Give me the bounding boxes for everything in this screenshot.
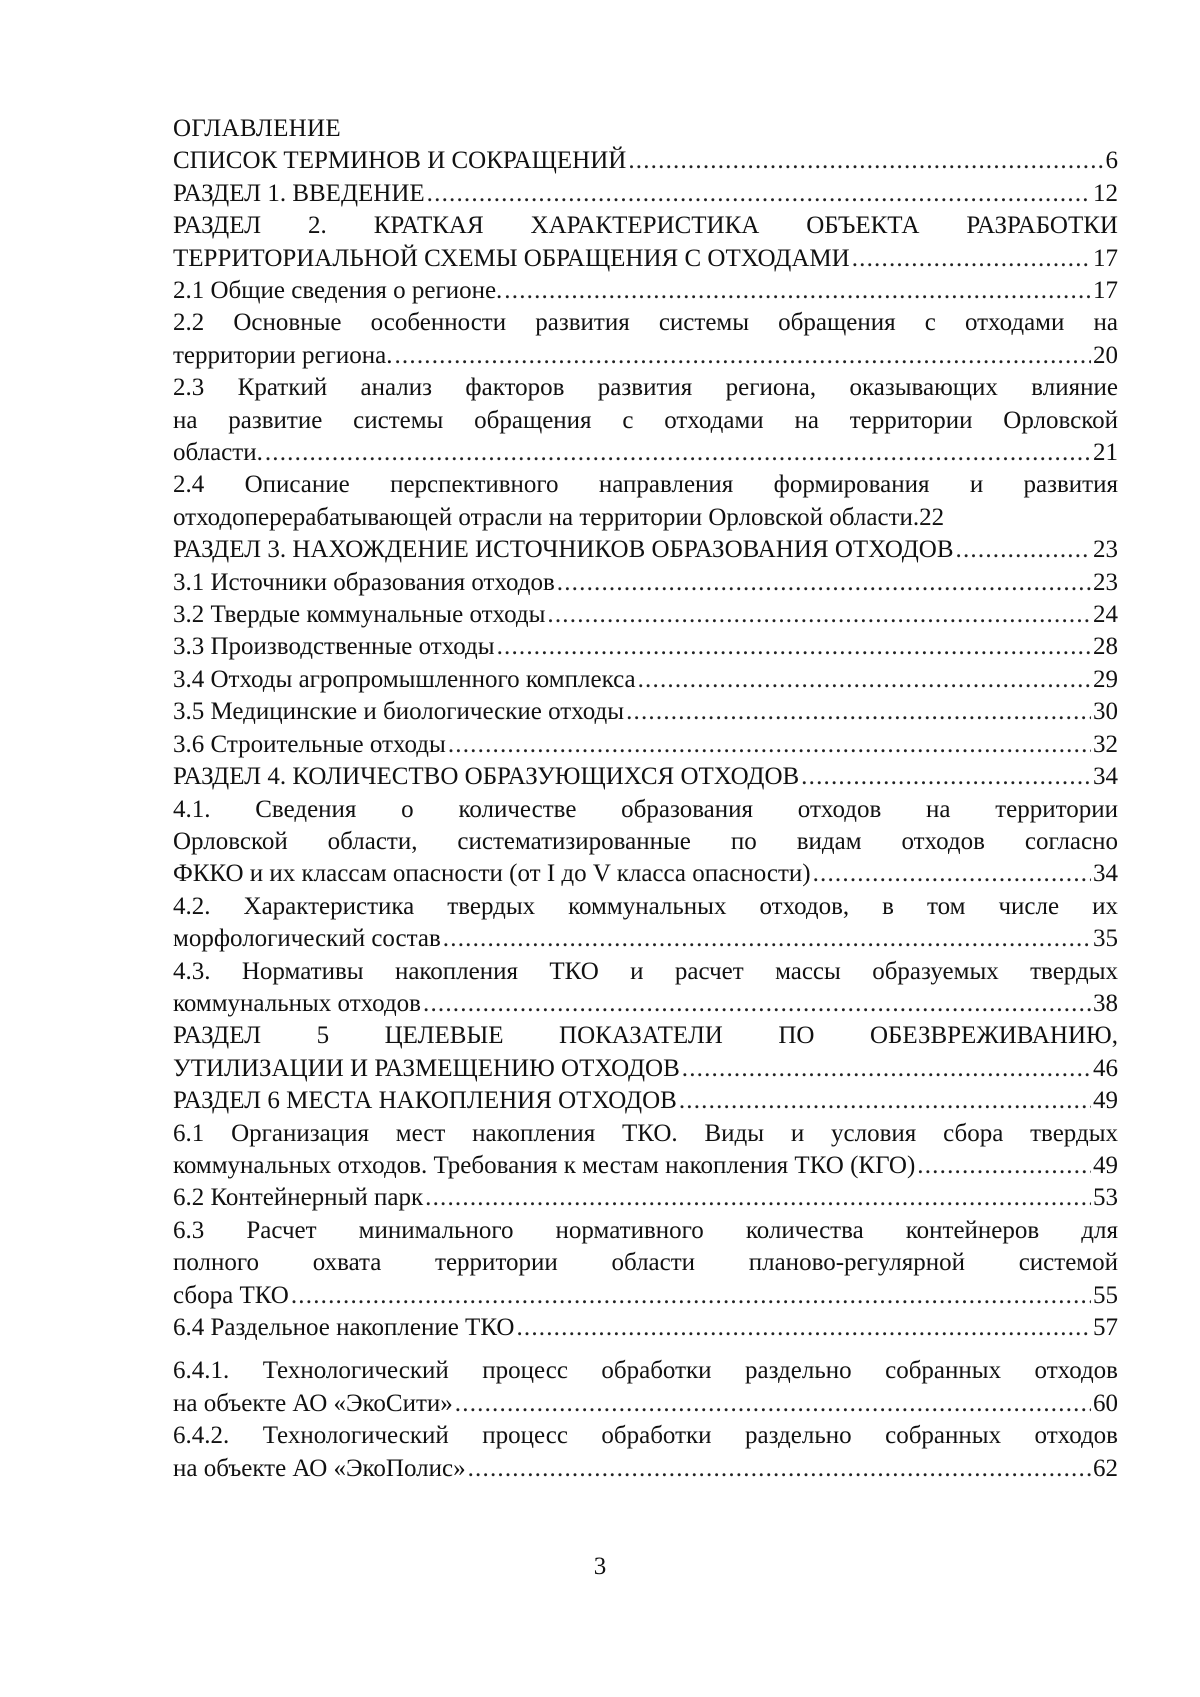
toc-entry (173, 1118, 1118, 1183)
toc-entry-page: 34 (1093, 763, 1118, 791)
toc-entry-last-line (173, 275, 1118, 307)
dot-leader (852, 243, 1091, 275)
toc-entry (173, 178, 1118, 210)
toc-title: ОГЛАВЛЕНИЕ (173, 115, 341, 142)
dot-leader (682, 1053, 1091, 1085)
toc-entry-last-line (173, 1053, 1118, 1085)
toc-entry-last-line (173, 1453, 1118, 1485)
toc-entry-title: 3.2 Твердые коммунальные отходы (173, 601, 546, 629)
toc-entry-title: 6.4 Раздельное накопление ТКО (173, 1314, 515, 1342)
toc-entry-page: 60 (1093, 1389, 1118, 1417)
toc-entry (173, 307, 1118, 372)
toc-entry-last-line (173, 340, 1118, 372)
toc-entry (173, 761, 1118, 793)
toc-entry-title: ФККО и их классам опасности (от I до V класса опасности) (173, 860, 811, 888)
toc-entry-title: РАЗДЕЛ 4. КОЛИЧЕСТВО ОБРАЗУЮЩИХСЯ ОТХОДОВ (173, 763, 800, 791)
toc-entry-page: 53 (1093, 1184, 1118, 1212)
toc-entry-last-line (173, 178, 1118, 210)
toc-entry-title: РАЗДЕЛ 3. НАХОЖДЕНИЕ ИСТОЧНИКОВ ОБРАЗОВАНИЯ ОТХОДОВ (173, 536, 954, 564)
toc-entry-line: РАЗДЕЛ 5 ЦЕЛЕВЫЕ ПОКАЗАТЕЛИ ПО ОБЕЗВРЕЖИВАНИЮ, (173, 1022, 1118, 1050)
toc-entry-line: 6.4.1. Технологический процесс обработки раздельно собранных отходов (173, 1357, 1118, 1385)
toc-entry (173, 956, 1118, 1021)
toc-entry-page: 21 (1093, 439, 1118, 467)
page-number: 3 (593, 1553, 607, 1580)
toc-entry-page: 62 (1093, 1454, 1118, 1482)
toc-entry-title: морфологический состав (173, 925, 441, 953)
toc-entry-page: 57 (1093, 1314, 1118, 1342)
toc-entry-page: 46 (1093, 1054, 1118, 1082)
table-of-contents (173, 113, 1118, 1485)
toc-entry (173, 729, 1118, 761)
dot-leader (557, 567, 1091, 599)
toc-entry-last-line (173, 599, 1118, 631)
toc-entry-last-line (173, 761, 1118, 793)
toc-entry-title: на объекте АО «ЭкоПолис» (173, 1454, 466, 1482)
toc-entry-title: области. (173, 439, 263, 467)
toc-entry-title: 3.1 Источники образования отходов (173, 568, 555, 596)
toc-entry-last-line (173, 988, 1118, 1020)
toc-entry-page: 29 (1093, 665, 1118, 693)
dot-leader (956, 534, 1091, 566)
dot-leader (801, 761, 1091, 793)
dot-leader (626, 696, 1091, 728)
toc-entry-title: 3.5 Медицинские и биологические отходы (173, 698, 625, 726)
toc-entry-last-line (173, 1085, 1118, 1117)
toc-entry-page: 38 (1093, 989, 1118, 1017)
toc-entry (173, 567, 1118, 599)
dot-leader (497, 631, 1091, 663)
toc-entry-line: 2.2 Основные особенности развития системы обращения с отходами на (173, 309, 1118, 337)
dot-leader (265, 437, 1091, 469)
toc-entry (173, 534, 1118, 566)
toc-entry-last-line (173, 696, 1118, 728)
toc-entry-title: 3.6 Строительные отходы (173, 730, 446, 758)
dot-leader (443, 923, 1091, 955)
toc-entry-line: полного охвата территории области планово-регулярной системой (173, 1249, 1118, 1277)
toc-entry-page: 17 (1093, 244, 1118, 272)
toc-entry-page: 6 (1105, 147, 1118, 175)
toc-entry-line: 4.1. Сведения о количестве образования отходов на территории (173, 795, 1118, 823)
toc-entry-line: 2.3 Краткий анализ факторов развития региона, оказывающих влияние (173, 374, 1118, 402)
dot-leader (813, 858, 1091, 890)
toc-entry-title: коммунальных отходов (173, 989, 421, 1017)
toc-entry-title: отходоперерабатывающей отрасли на территории Орловской области. (173, 503, 920, 531)
dot-leader (423, 988, 1091, 1020)
dot-leader (394, 340, 1091, 372)
dot-leader (547, 599, 1091, 631)
toc-entry-line: РАЗДЕЛ 2. КРАТКАЯ ХАРАКТЕРИСТИКА ОБЪЕКТА РАЗРАБОТКИ (173, 212, 1118, 240)
toc-entry-last-line (173, 631, 1118, 663)
toc-entry-last-line (173, 1312, 1118, 1344)
toc-entry-last-line (173, 1182, 1118, 1214)
dot-leader (448, 729, 1091, 761)
toc-entry-last-line (173, 1280, 1118, 1312)
toc-entry-last-line (173, 243, 1118, 275)
toc-entry-title: СПИСОК ТЕРМИНОВ И СОКРАЩЕНИЙ (173, 147, 627, 175)
toc-entry (173, 794, 1118, 891)
toc-entries (173, 145, 1118, 1485)
toc-entry (173, 631, 1118, 663)
toc-entry-line: Орловской области, систематизированные по видам отходов согласно (173, 827, 1118, 855)
toc-entry-last-line (173, 437, 1118, 469)
toc-entry-last-line (173, 502, 1118, 534)
toc-entry (173, 664, 1118, 696)
dot-leader (516, 1312, 1091, 1344)
toc-entry (173, 210, 1118, 275)
dot-leader (468, 1453, 1091, 1485)
toc-entry-page: 49 (1093, 1087, 1118, 1115)
toc-entry-title: коммунальных отходов. Требования к местам накопления ТКО (КГО) (173, 1151, 916, 1179)
toc-entry (173, 1312, 1118, 1344)
toc-entry-last-line (173, 664, 1118, 696)
toc-entry (173, 891, 1118, 956)
toc-entry-last-line (173, 534, 1118, 566)
toc-entry-last-line (173, 1388, 1118, 1420)
toc-entry (173, 1420, 1118, 1485)
toc-entry-last-line (173, 729, 1118, 761)
toc-entry-title: сбора ТКО (173, 1281, 289, 1309)
toc-entry-page: 20 (1093, 341, 1118, 369)
toc-entry-line: 6.4.2. Технологический процесс обработки раздельно собранных отходов (173, 1422, 1118, 1450)
toc-entry-title: 2.1 Общие сведения о регионе. (173, 277, 503, 305)
dot-leader (425, 1182, 1091, 1214)
toc-entry (173, 1215, 1118, 1312)
toc-entry-title: 6.2 Контейнерный парк (173, 1184, 424, 1212)
dot-leader (628, 145, 1103, 177)
toc-entry-page: 17 (1093, 277, 1118, 305)
toc-entry (173, 696, 1118, 728)
toc-entry-title: территории региона. (173, 341, 393, 369)
toc-entry-line: 2.4 Описание перспективного направления формирования и развития (173, 471, 1118, 499)
toc-entry-page: 24 (1093, 601, 1118, 629)
toc-entry-title: УТИЛИЗАЦИИ И РАЗМЕЩЕНИЮ ОТХОДОВ (173, 1054, 680, 1082)
toc-entry-page: 23 (1093, 568, 1118, 596)
toc-entry-last-line (173, 858, 1118, 890)
toc-entry-page: 49 (1093, 1151, 1118, 1179)
toc-entry-page: 30 (1093, 698, 1118, 726)
toc-entry-page: 22 (919, 503, 945, 531)
toc-entry-title: на объекте АО «ЭкоСити» (173, 1389, 453, 1417)
dot-leader (679, 1085, 1091, 1117)
dot-leader (917, 1150, 1091, 1182)
toc-entry-last-line (173, 567, 1118, 599)
toc-entry (173, 372, 1118, 469)
toc-entry-title: 3.3 Производственные отходы (173, 633, 495, 661)
toc-entry-page: 34 (1093, 860, 1118, 888)
dot-leader (638, 664, 1091, 696)
toc-entry (173, 1085, 1118, 1117)
toc-entry (173, 275, 1118, 307)
dot-leader (504, 275, 1091, 307)
toc-entry-line: 4.2. Характеристика твердых коммунальных отходов, в том числе их (173, 892, 1118, 920)
toc-entry-title: РАЗДЕЛ 1. ВВЕДЕНИЕ (173, 179, 425, 207)
toc-entry (173, 1182, 1118, 1214)
toc-entry-line: 6.3 Расчет минимального нормативного количества контейнеров для (173, 1216, 1118, 1244)
toc-entry (173, 1020, 1118, 1085)
toc-entry-line: на развитие системы обращения с отходами на территории Орловской (173, 406, 1118, 434)
toc-entry-page: 12 (1093, 179, 1118, 207)
toc-entry-line: 6.1 Организация мест накопления ТКО. Виды и условия сбора твердых (173, 1119, 1118, 1147)
dot-leader (291, 1280, 1091, 1312)
toc-entry-page: 32 (1093, 730, 1118, 758)
dot-leader (455, 1388, 1091, 1420)
toc-entry-page: 23 (1093, 536, 1118, 564)
toc-entry (173, 145, 1118, 177)
toc-entry-title: ТЕРРИТОРИАЛЬНОЙ СХЕМЫ ОБРАЩЕНИЯ С ОТХОДАМИ (173, 244, 850, 272)
toc-entry-page: 35 (1093, 925, 1118, 953)
toc-entry-last-line (173, 1150, 1118, 1182)
toc-entry-last-line (173, 145, 1118, 177)
toc-entry-last-line (173, 923, 1118, 955)
toc-entry-page: 28 (1093, 633, 1118, 661)
toc-entry-title: 3.4 Отходы агропромышленного комплекса (173, 665, 636, 693)
dot-leader (427, 178, 1091, 210)
toc-entry-title: РАЗДЕЛ 6 МЕСТА НАКОПЛЕНИЯ ОТХОДОВ (173, 1087, 677, 1115)
toc-entry (173, 599, 1118, 631)
toc-entry-line: 4.3. Нормативы накопления ТКО и расчет массы образуемых твердых (173, 957, 1118, 985)
toc-entry-page: 55 (1093, 1281, 1118, 1309)
toc-entry (173, 1355, 1118, 1420)
toc-entry (173, 469, 1118, 534)
